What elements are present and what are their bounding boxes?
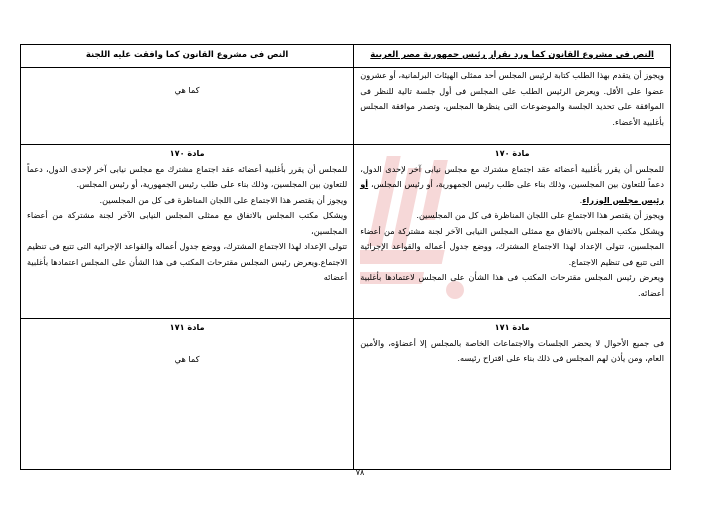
committee-article-169-cont bbox=[21, 68, 354, 145]
paragraph: ويجوز أن يقتصر هذا الاجتماع على اللجان المناظرة فى كل من المجلسين. bbox=[99, 194, 348, 205]
original-article-171 bbox=[354, 319, 671, 470]
as-is-label: كما هي bbox=[174, 353, 200, 364]
paragraph: فى جميع الأحوال لا يحضر الجلسات والاجتماعات الخاصة بالمجلس إلا أعضاؤه، والأمين العام، ومن يأذن لهم المجلس فى ذلك بناء على اقتراح رئيسه. bbox=[360, 337, 664, 363]
table-header-row bbox=[21, 45, 671, 68]
committee-article-171 bbox=[21, 319, 354, 470]
highlighted-text: أو رئيس مجلس الوزراء bbox=[360, 179, 664, 205]
original-article-169-cont bbox=[354, 68, 671, 145]
article-title: مادة ١٧٠ bbox=[494, 148, 530, 158]
paragraph: ويشكل مكتب المجلس بالاتفاق مع ممثلى المجلس النيابى الآخر لجنة مشتركة من أعضاء المجلسين، bbox=[27, 210, 348, 236]
original-article-170 bbox=[354, 145, 671, 319]
header-committee-text: النص فى مشروع القانون كما وافقت عليه اللجنة bbox=[21, 45, 354, 68]
table-row bbox=[21, 68, 671, 145]
paragraph bbox=[360, 162, 664, 209]
article-title: مادة ١٧٠ bbox=[169, 148, 205, 158]
table-row bbox=[21, 319, 671, 470]
paragraph: ويشكل مكتب المجلس بالاتفاق مع ممثلى المجلس النيابى الآخر لجنة مشتركة من أعضاء المجلسين، تتولى الإعداد لهذا الاجتماع المشترك، ووضع جدول أعماله والقواعد الإجرائية التى تتبع فى تنظيم الاجتماع. bbox=[360, 225, 664, 267]
paragraph: ويعرض رئيس المجلس مقترحات المكتب فى هذا الشأن على المجلس لاعتمادها بأغلبية أعضائه. bbox=[360, 272, 664, 298]
paragraph: للمجلس أن يقرر بأغلبية أعضائه عقد اجتماع مشترك مع مجلس نيابى آخر لإحدى الدول، دعماً للتعاون بين المجلسين، وذلك بناء على طلب رئيس الجمهورية، أو رئيس المجلس. bbox=[27, 163, 348, 189]
paragraph-end: . bbox=[579, 194, 583, 205]
paragraph: ويجوز أن يتقدم بهذا الطلب كتابة لرئيس المجلس أحد ممثلى الهيئات البرلمانية، أو عشرون عضوا على الأقل. ويعرض الرئيس الطلب على المجلس فى أول جلسة تالية للنظر فى الموافقة على تحديد الجلسة والموضوعات التى ينظرها المجلس، وتصدر موافقة المجلس بأغلبية الأعضاء. bbox=[360, 70, 664, 127]
paragraph-text: للمجلس أن يقرر بأغلبية أعضائه عقد اجتماع مشترك مع مجلس نيابى آخر لإحدى الدول، دعماً للتعاون بين المجلسين، وذلك بناء على طلب رئيس الجمهورية، أو رئيس المجلس، bbox=[360, 163, 664, 189]
article-title: مادة ١٧١ bbox=[494, 322, 530, 332]
comparison-table bbox=[20, 44, 671, 470]
table-row bbox=[21, 145, 671, 319]
page-number: ٧٨ bbox=[355, 468, 365, 477]
committee-article-170 bbox=[21, 145, 354, 319]
as-is-label: كما هي bbox=[174, 85, 200, 95]
paragraph: تتولى الإعداد لهذا الاجتماع المشترك، ووضع جدول أعماله والقواعد الإجرائية التى تتبع فى تنظيم الاجتماع.ويعرض رئيس المجلس مقترحات المكتب فى هذا الشأن على المجلس اعتمادها بأغلبية أعضائه bbox=[27, 241, 348, 282]
header-original-text: النص فى مشروع القانون كما ورد بقرار رئيس جمهورية مصر العربية bbox=[354, 45, 671, 68]
paragraph: ويجوز أن يقتصر هذا الاجتماع على اللجان المناظرة فى كل من المجلسين. bbox=[416, 210, 664, 220]
article-title: مادة ١٧١ bbox=[169, 322, 205, 332]
